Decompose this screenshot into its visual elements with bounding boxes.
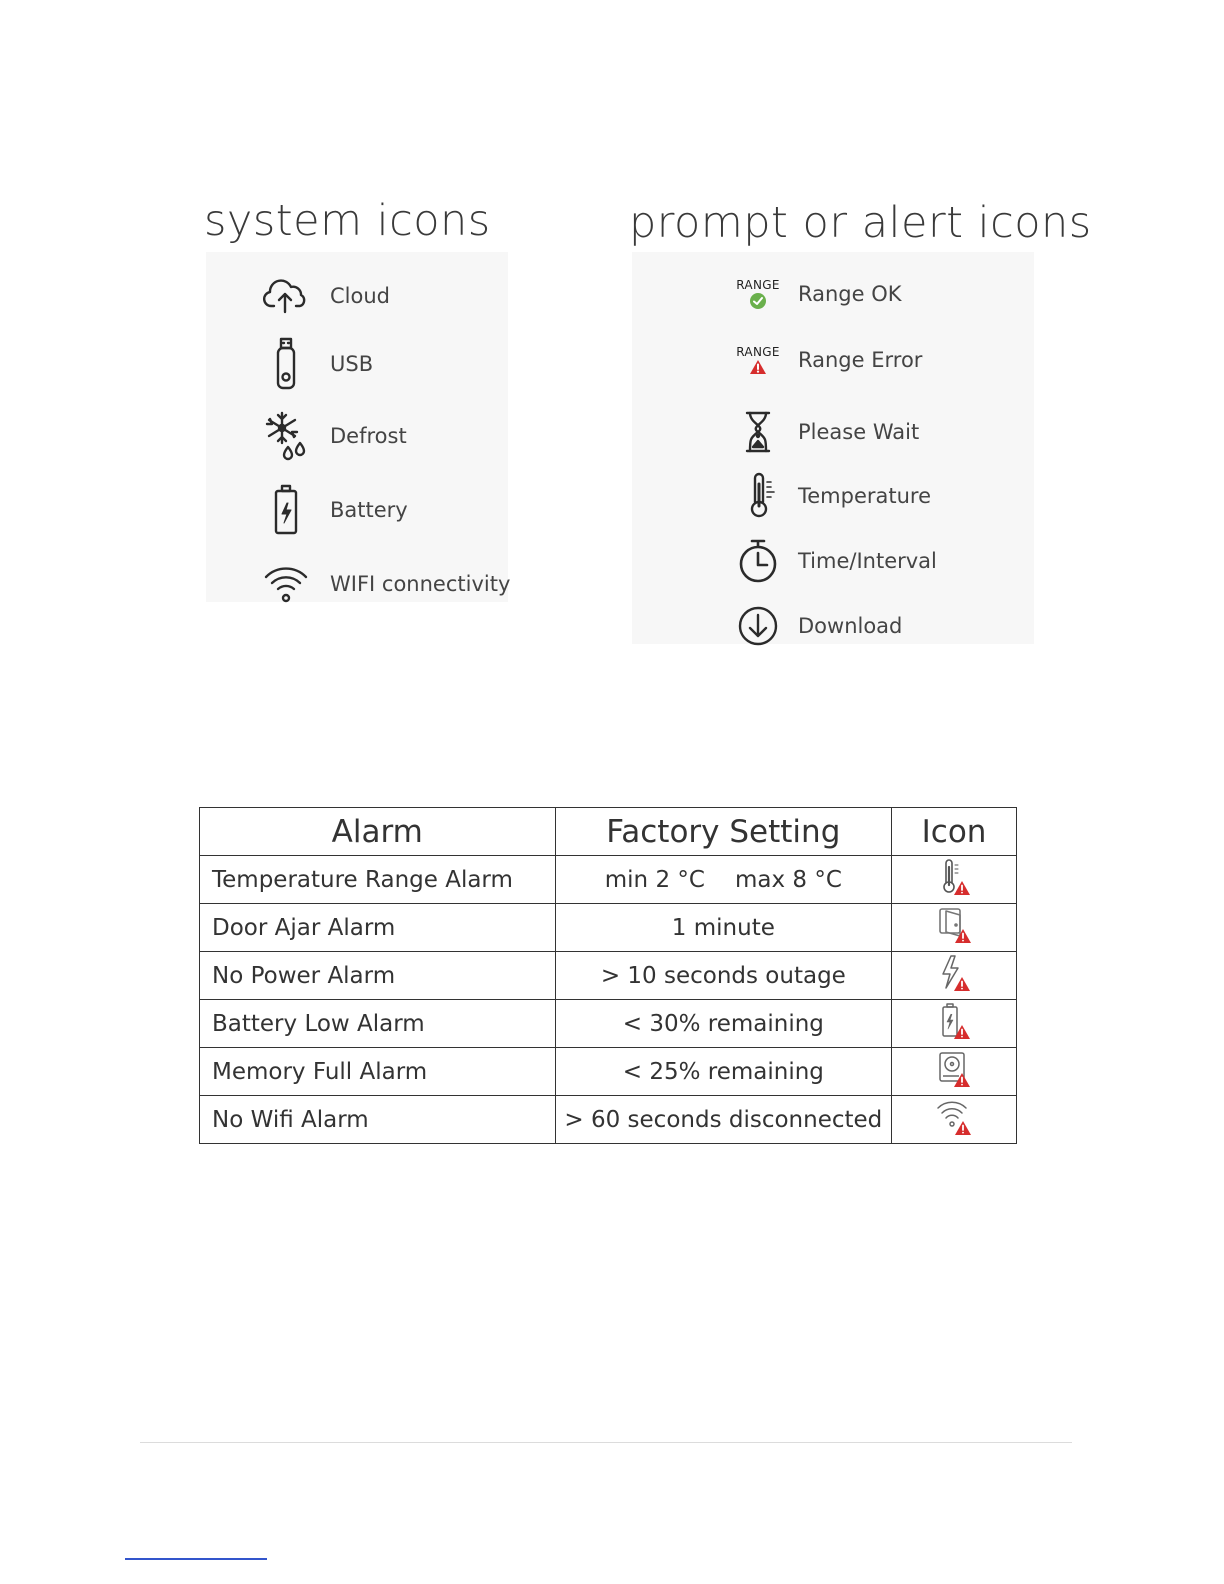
usb-label: USB <box>330 352 374 376</box>
battery-alarm-icon <box>892 1000 1017 1048</box>
wifi-label: WIFI connectivity <box>330 572 511 596</box>
prompt-item-download <box>732 600 902 652</box>
system-item-battery <box>260 484 408 536</box>
factory-setting: > 60 seconds disconnected <box>555 1096 892 1144</box>
defrost-label: Defrost <box>330 424 407 448</box>
prompt-item-time-interval <box>732 535 937 587</box>
factory-setting: > 10 seconds outage <box>555 952 892 1000</box>
table-header-row <box>200 808 1017 856</box>
time-interval-label: Time/Interval <box>798 549 937 573</box>
download-label: Download <box>798 614 903 638</box>
power-alarm-icon <box>892 952 1017 1000</box>
battery-icon <box>260 484 312 536</box>
temperature-alarm-icon <box>892 856 1017 904</box>
alarm-table <box>199 807 1017 1144</box>
table-row <box>200 856 1017 904</box>
header-alarm: Alarm <box>200 808 556 856</box>
range-ok-label: Range OK <box>798 282 902 306</box>
setting-max: max 8 °C <box>734 866 842 893</box>
thermometer-icon <box>732 470 784 522</box>
table-row <box>200 952 1017 1000</box>
cloud-icon <box>260 270 312 322</box>
system-item-usb <box>260 338 373 390</box>
range-error-icon <box>732 334 784 386</box>
footer-link-underline[interactable] <box>125 1558 267 1560</box>
prompt-icons-heading: prompt or alert icons <box>629 198 1092 248</box>
table-row <box>200 1048 1017 1096</box>
header-icon: Icon <box>892 808 1017 856</box>
cloud-label: Cloud <box>330 284 390 308</box>
door-alarm-icon <box>892 904 1017 952</box>
download-icon <box>732 600 784 652</box>
alarm-name: Memory Full Alarm <box>200 1048 556 1096</box>
stopwatch-icon <box>732 535 784 587</box>
prompt-item-range-ok <box>732 268 902 320</box>
wifi-icon <box>260 558 312 610</box>
memory-alarm-icon <box>892 1048 1017 1096</box>
factory-setting <box>555 856 892 904</box>
factory-setting: < 30% remaining <box>555 1000 892 1048</box>
system-item-wifi <box>260 558 510 610</box>
table-row <box>200 904 1017 952</box>
factory-setting: < 25% remaining <box>555 1048 892 1096</box>
defrost-icon <box>260 410 312 462</box>
wifi-alarm-icon <box>892 1096 1017 1144</box>
usb-icon <box>260 338 312 390</box>
alarm-name: Temperature Range Alarm <box>200 856 556 904</box>
alarm-name: No Power Alarm <box>200 952 556 1000</box>
please-wait-label: Please Wait <box>798 420 920 444</box>
footer-divider <box>140 1442 1072 1443</box>
range-ok-icon <box>732 268 784 320</box>
range-word: RANGE <box>736 278 780 292</box>
prompt-item-temperature <box>732 470 931 522</box>
alarm-name: No Wifi Alarm <box>200 1096 556 1144</box>
range-error-label: Range Error <box>798 348 923 372</box>
prompt-item-please-wait <box>732 406 919 458</box>
alarm-name: Door Ajar Alarm <box>200 904 556 952</box>
header-factory-setting: Factory Setting <box>555 808 892 856</box>
temperature-label: Temperature <box>798 484 932 508</box>
factory-setting: 1 minute <box>555 904 892 952</box>
prompt-item-range-error <box>732 334 922 386</box>
table-row <box>200 1096 1017 1144</box>
range-word: RANGE <box>736 345 780 359</box>
setting-min: min 2 °C <box>604 866 705 893</box>
hourglass-icon <box>732 406 784 458</box>
system-item-cloud <box>260 270 390 322</box>
system-icons-heading: system icons <box>204 196 491 246</box>
table-row <box>200 1000 1017 1048</box>
system-item-defrost <box>260 410 407 462</box>
battery-label: Battery <box>330 498 408 522</box>
alarm-name: Battery Low Alarm <box>200 1000 556 1048</box>
